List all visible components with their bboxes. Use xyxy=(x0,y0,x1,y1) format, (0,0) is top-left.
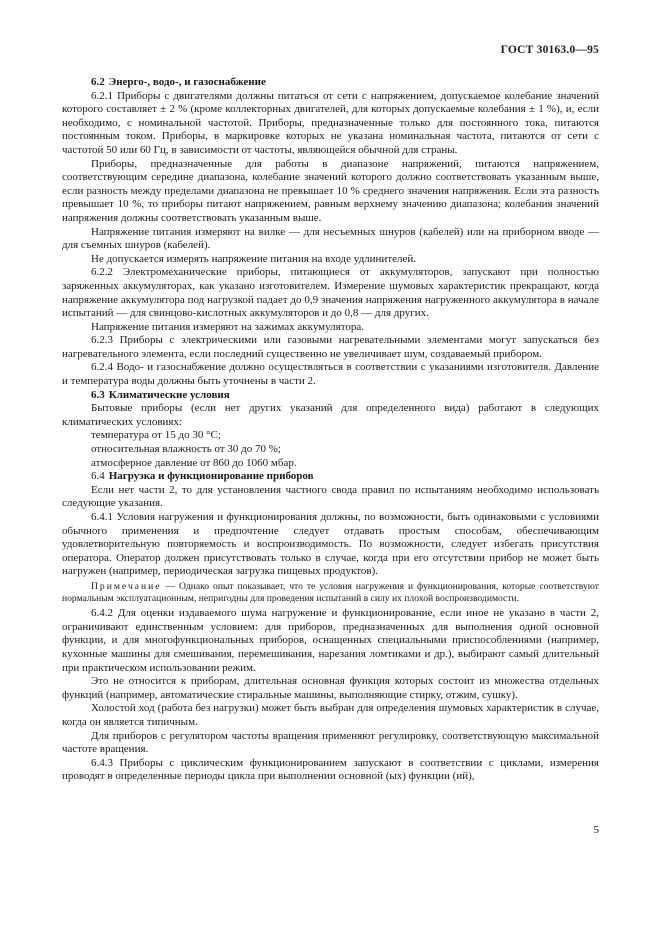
paragraph: Бытовые приборы (если нет других указаний для определенного вида) работают в следующих климатических условиях: xyxy=(62,402,599,428)
paragraph-6-4-3: 6.4.3 Приборы с циклическим функционированием запускают в соответствии с циклами, измерения проводят в определенные периоды цикла при выполнении основной (ых) функции (ий), xyxy=(62,756,599,783)
paragraph: Не допускается измерять напряжение питания на входе удлинителей. xyxy=(91,252,417,265)
section-heading-6-2 xyxy=(62,76,599,90)
section-title: Климатические условия xyxy=(108,388,230,401)
paragraph: Напряжение питания измеряют на вилке — для несъемных шнуров (кабелей) или на приборном вводе — для съемных шнуров (кабелей). xyxy=(62,225,599,252)
list-item: относительная влажность от 30 до 70 %; xyxy=(91,443,281,456)
list-item: температура от 15 до 30 °С; xyxy=(91,429,221,442)
page-number: 5 xyxy=(593,824,599,836)
note xyxy=(62,581,599,604)
list-item: атмосферное давление от 860 до 1060 мбар. xyxy=(91,456,297,469)
paragraph: Это не относится к приборам, длительная основная функция которых состоит из множества отдельных функций (например, автоматические стиральные машины, выполняющие стирку, отжим, сушку). xyxy=(62,675,599,701)
paragraph-6-2-1: 6.2.1 Приборы с двигателями должны питаться от сети с напряжением, допускаемое колебание значений которого составляет ± 2 % (кроме коллекторных двигателей, для которых допускаемые колебания ± 1 %), и, если необходимо, с номинальной частотой. Приборы, предназначенные только для постоянного тока, питаются постоянным током. Приборы, в маркировке которых не указана номинальная частота, питаются от сети с частотой 50 или 60 Гц, в зависимости от частоты, являющейся обычной для страны. xyxy=(62,89,599,156)
climate-conditions-list xyxy=(62,429,599,470)
section-title: Нагрузка и функционирование приборов xyxy=(108,470,314,483)
paragraph-6-4-2: 6.4.2 Для оценки издаваемого шума нагружение и функционирование, если иное не указано в части 2, ограничивают единственным условием: для приборов, предназначенных для выполнения одной основной функции, и для многофункциональных приборов, оснащенных специальными приспособлениями (например, кухонные машины для смешивания, перемешивания, нарезания ломтиками и др.), выбирают самый длительный при практическом использовании режим. xyxy=(62,607,599,674)
section-heading-6-4 xyxy=(62,470,599,484)
note-text: — Однако опыт показывает, что те условия нагружения и функционирования, которые соответствуют нормальным эксплуатационным, непригодны для проведения испытаний в силу их плохой воспроизводимости. xyxy=(62,580,599,604)
section-number: 6.4 xyxy=(91,470,105,483)
note-label: Примечание xyxy=(91,580,162,592)
paragraph-6-2-2: 6.2.2 Электромеханические приборы, питающиеся от аккумуляторов, запускают при полностью заряженных аккумуляторах, как указано изготовителем. Измерение шумовых характеристик прекращают, когда напряжение аккумулятора под нагрузкой падает до 0,9 значения напряжения нагруженного аккумулятора в начале испытаний — для свинцово-кислотных аккумуляторов и до 0,8 — для других. xyxy=(62,266,599,320)
section-number: 6.2 xyxy=(91,76,105,88)
paragraph: Для приборов с регулятором частоты вращения применяют регулировку, соответствующую максимальной частоте вращения. xyxy=(62,729,599,756)
paragraph-6-4-1: 6.4.1 Условия нагружения и функционирования должны, по возможности, быть одинаковыми с условиями обычного применения и предпочтение следует отдавать простым способам, обеспечивающим удовлетворительную повторяемость и воспроизводимость. По возможности, следует избегать присутствия оператора. Оператор должен присутствовать только в случае, когда при его отсутствии прибор не может быть нагружен (например, периодическая загрузка пищевых продуктов). xyxy=(62,511,599,578)
section-heading-6-3 xyxy=(62,389,599,403)
section-number: 6.3 xyxy=(91,388,105,401)
document-body xyxy=(62,76,599,784)
document-code-header: ГОСТ 30163.0—95 xyxy=(500,44,599,56)
section-title: Энерго-, водо-, и газоснабжение xyxy=(108,76,266,88)
paragraph: Холостой ход (работа без нагрузки) может быть выбран для определения шумовых характеристик в случае, когда он является типичным. xyxy=(62,702,599,728)
paragraph: Если нет части 2, то для установления частного свода правил по испытаниям необходимо использовать следующие указания. xyxy=(62,483,599,510)
paragraph-6-2-3: 6.2.3 Приборы с электрическими или газовыми нагревательными элементами могут запускаться без нагревательного элемента, если последний существенно не увеличивает шум, создаваемый прибором. xyxy=(62,334,599,360)
paragraph-6-2-4: 6.2.4 Водо- и газоснабжение должно осуществляться в соответствии с указаниями изготовителя. Давление и температура воды должны быть уточнены в части 2. xyxy=(62,361,599,388)
paragraph: Приборы, предназначенные для работы в диапазоне напряжений, питаются напряжением, соответствующим середине диапазона, колебание значений которого должно соответствовать указанным выше, если разность между пределами диапазона не превышает 10 % среднего значения напряжения. Если эта разность превышает 10 %, то приборы питают напряжением, равным верхнему значению диапазона; колебания значений напряжения должны соответствовать указанным выше. xyxy=(62,157,599,224)
paragraph: Напряжение питания измеряют на зажимах аккумулятора. xyxy=(91,320,365,333)
